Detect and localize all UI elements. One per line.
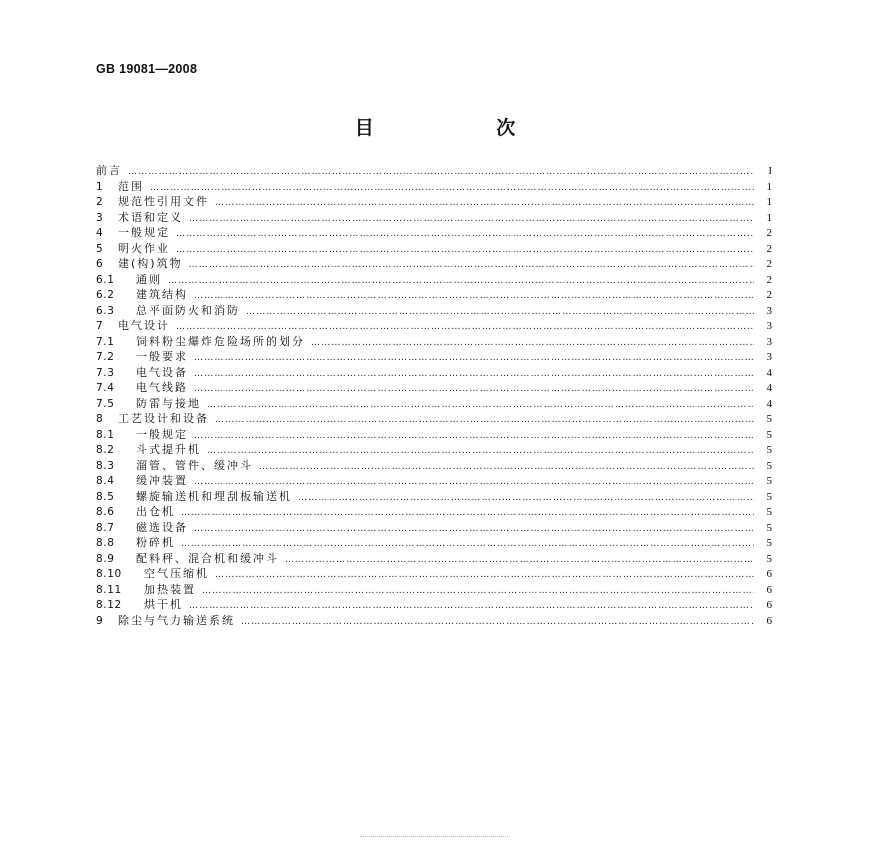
toc-entry-number: 7.3 xyxy=(96,366,115,379)
toc-entry-page: 5 xyxy=(766,459,772,472)
toc-entry-label: 螺旋输送机和埋刮板输送机 xyxy=(136,489,292,503)
toc-entry-number: 8.5 xyxy=(96,490,115,503)
toc-entry-number: 7 xyxy=(96,320,104,332)
footer-watermark xyxy=(360,836,510,839)
standard-number: GB 19081—2008 xyxy=(96,62,198,76)
toc-entry-number: 4 xyxy=(96,227,104,239)
toc-dot-leader xyxy=(207,398,754,414)
toc-entry[interactable] xyxy=(96,210,772,226)
toc-entry-label: 通则 xyxy=(136,272,162,286)
toc-entry-number: 6.2 xyxy=(96,289,115,301)
toc-entry-number: 7.5 xyxy=(96,397,115,410)
toc-dot-leader xyxy=(194,429,754,445)
toc-entry-page: 5 xyxy=(766,521,772,534)
toc-entry-page: I xyxy=(768,165,772,177)
table-of-contents xyxy=(96,163,772,628)
toc-entry-number: 7.2 xyxy=(96,351,115,363)
toc-entry-label: 空气压缩机 xyxy=(144,567,209,580)
toc-dot-leader xyxy=(311,336,754,352)
toc-entry[interactable] xyxy=(96,380,772,396)
toc-entry[interactable] xyxy=(96,287,772,303)
toc-entry-number: 1 xyxy=(96,180,104,193)
toc-dot-leader xyxy=(189,212,754,228)
toc-entry-number: 8.9 xyxy=(96,552,115,565)
toc-dot-leader xyxy=(150,181,754,197)
toc-entry[interactable] xyxy=(96,365,772,381)
toc-entry-label: 缓冲装置 xyxy=(136,474,188,487)
toc-dot-leader xyxy=(241,615,754,631)
toc-dot-leader xyxy=(259,460,754,476)
toc-entry-label: 术语和定义 xyxy=(118,210,183,224)
toc-entry-number: 8.4 xyxy=(96,475,115,487)
toc-entry[interactable] xyxy=(96,334,772,350)
toc-entry-number: 8.10 xyxy=(96,568,122,580)
toc-entry-label: 斗式提升机 xyxy=(136,443,201,456)
toc-entry-page: 3 xyxy=(766,304,772,317)
toc-entry-label: 饲料粉尘爆炸危险场所的划分 xyxy=(136,334,305,348)
toc-entry-number: 8.1 xyxy=(96,428,115,441)
toc-entry[interactable] xyxy=(96,194,772,210)
toc-entry[interactable] xyxy=(96,256,772,272)
toc-entry-label: 一般规定 xyxy=(118,226,170,239)
toc-entry-label: 一般规定 xyxy=(136,427,188,441)
toc-entry-page: 5 xyxy=(766,552,772,565)
toc-entry-label: 磁选设备 xyxy=(136,520,188,534)
toc-entry-label: 规范性引用文件 xyxy=(118,195,209,208)
toc-entry-label: 建(构)筑物 xyxy=(118,257,183,270)
toc-entry-page: 4 xyxy=(766,397,772,410)
toc-entry-label: 建筑结构 xyxy=(136,288,188,301)
toc-entry[interactable] xyxy=(96,272,772,288)
toc-entry-page: 5 xyxy=(766,444,772,456)
toc-dot-leader xyxy=(181,506,754,522)
toc-entry-page: 5 xyxy=(766,537,772,549)
toc-entry[interactable] xyxy=(96,551,772,567)
toc-entry-label: 工艺设计和设备 xyxy=(118,412,209,425)
toc-entry-label: 防雷与接地 xyxy=(136,396,201,410)
toc-entry[interactable] xyxy=(96,349,772,365)
toc-entry-page: 5 xyxy=(766,490,772,503)
toc-entry-number: 6.3 xyxy=(96,304,115,317)
toc-dot-leader xyxy=(215,196,754,212)
toc-entry-label: 溜管、管件、缓冲斗 xyxy=(136,458,253,472)
toc-entry-page: 2 xyxy=(766,273,772,286)
toc-entry[interactable] xyxy=(96,396,772,412)
toc-entry-page: 5 xyxy=(766,428,772,441)
toc-entry[interactable] xyxy=(96,473,772,489)
toc-dot-leader xyxy=(285,553,754,569)
toc-entry-label: 烘干机 xyxy=(144,598,183,611)
toc-entry[interactable] xyxy=(96,520,772,536)
toc-entry-label: 前言 xyxy=(96,164,122,177)
toc-title: 目 次 xyxy=(354,117,574,139)
toc-entry-number: 2 xyxy=(96,196,104,208)
toc-entry-label: 明火作业 xyxy=(118,241,170,255)
toc-entry[interactable] xyxy=(96,566,772,582)
toc-dot-leader xyxy=(194,351,754,367)
toc-entry[interactable] xyxy=(96,597,772,613)
toc-entry[interactable] xyxy=(96,303,772,319)
toc-dot-leader xyxy=(194,367,754,383)
toc-dot-leader xyxy=(246,305,754,321)
toc-dot-leader xyxy=(194,382,754,398)
toc-entry-page: 5 xyxy=(766,475,772,487)
toc-entry[interactable] xyxy=(96,318,772,334)
toc-entry-page: 3 xyxy=(766,320,772,332)
toc-entry-page: 1 xyxy=(766,180,772,193)
toc-entry-number: 7.1 xyxy=(96,335,115,348)
toc-entry-number: 3 xyxy=(96,211,104,224)
toc-dot-leader xyxy=(207,444,754,460)
toc-entry[interactable] xyxy=(96,225,772,241)
toc-entry-page: 2 xyxy=(766,258,772,270)
toc-entry-page: 4 xyxy=(766,366,772,379)
toc-entry-label: 除尘与气力输送系统 xyxy=(118,613,235,627)
toc-entry-label: 配料秤、混合机和缓冲斗 xyxy=(136,551,279,565)
toc-entry-label: 电气线路 xyxy=(136,381,188,394)
toc-entry[interactable] xyxy=(96,442,772,458)
toc-dot-leader xyxy=(168,274,754,290)
toc-entry-page: 6 xyxy=(766,614,772,627)
toc-entry-page: 3 xyxy=(766,351,772,363)
toc-entry-label: 粉碎机 xyxy=(136,536,175,549)
toc-entry[interactable] xyxy=(96,411,772,427)
toc-entry-number: 8.3 xyxy=(96,459,115,472)
toc-entry-page: 3 xyxy=(766,335,772,348)
toc-dot-leader xyxy=(176,227,754,243)
toc-entry-page: 6 xyxy=(766,568,772,580)
toc-entry[interactable] xyxy=(96,179,772,195)
toc-dot-leader xyxy=(189,258,754,274)
toc-dot-leader xyxy=(215,413,754,429)
toc-entry[interactable] xyxy=(96,458,772,474)
toc-entry-page: 5 xyxy=(766,413,772,425)
toc-entry-label: 电气设备 xyxy=(136,365,188,379)
toc-entry-label: 电气设计 xyxy=(118,319,170,332)
toc-entry-label: 出仓机 xyxy=(136,505,175,518)
toc-entry-number: 8.12 xyxy=(96,599,122,611)
toc-entry-page: 5 xyxy=(766,506,772,518)
toc-entry-page: 6 xyxy=(766,599,772,611)
toc-entry[interactable] xyxy=(96,427,772,443)
toc-entry[interactable] xyxy=(96,163,772,179)
toc-entry-number: 8.6 xyxy=(96,506,115,518)
toc-entry-label: 一般要求 xyxy=(136,350,188,363)
toc-entry-number: 8 xyxy=(96,413,104,425)
toc-entry-page: 1 xyxy=(766,211,772,224)
toc-entry-number: 8.11 xyxy=(96,583,122,596)
toc-entry-page: 1 xyxy=(766,196,772,208)
toc-entry[interactable] xyxy=(96,489,772,505)
toc-entry-page: 6 xyxy=(766,583,772,596)
toc-entry[interactable] xyxy=(96,241,772,257)
toc-entry[interactable] xyxy=(96,535,772,551)
toc-dot-leader xyxy=(128,165,754,181)
toc-entry-page: 2 xyxy=(766,227,772,239)
toc-entry-number: 6.1 xyxy=(96,273,115,286)
toc-entry[interactable] xyxy=(96,504,772,520)
toc-dot-leader xyxy=(176,243,754,259)
toc-entry-number: 5 xyxy=(96,242,104,255)
toc-entry[interactable] xyxy=(96,613,772,629)
toc-entry[interactable] xyxy=(96,582,772,598)
toc-entry-page: 4 xyxy=(766,382,772,394)
toc-dot-leader xyxy=(202,584,754,600)
toc-entry-number: 8.8 xyxy=(96,537,115,549)
toc-dot-leader xyxy=(194,289,754,305)
toc-entry-label: 总平面防火和消防 xyxy=(136,303,240,317)
toc-entry-number: 8.2 xyxy=(96,444,115,456)
toc-entry-label: 加热装置 xyxy=(144,582,196,596)
toc-dot-leader xyxy=(215,568,754,584)
toc-entry-number: 7.4 xyxy=(96,382,115,394)
toc-entry-number: 9 xyxy=(96,614,104,627)
toc-dot-leader xyxy=(298,491,754,507)
toc-dot-leader xyxy=(194,522,754,538)
toc-entry-label: 范围 xyxy=(118,179,144,193)
toc-entry-number: 6 xyxy=(96,258,104,270)
toc-entry-page: 2 xyxy=(766,242,772,255)
toc-entry-page: 2 xyxy=(766,289,772,301)
toc-entry-number: 8.7 xyxy=(96,521,115,534)
toc-dot-leader xyxy=(189,599,754,615)
